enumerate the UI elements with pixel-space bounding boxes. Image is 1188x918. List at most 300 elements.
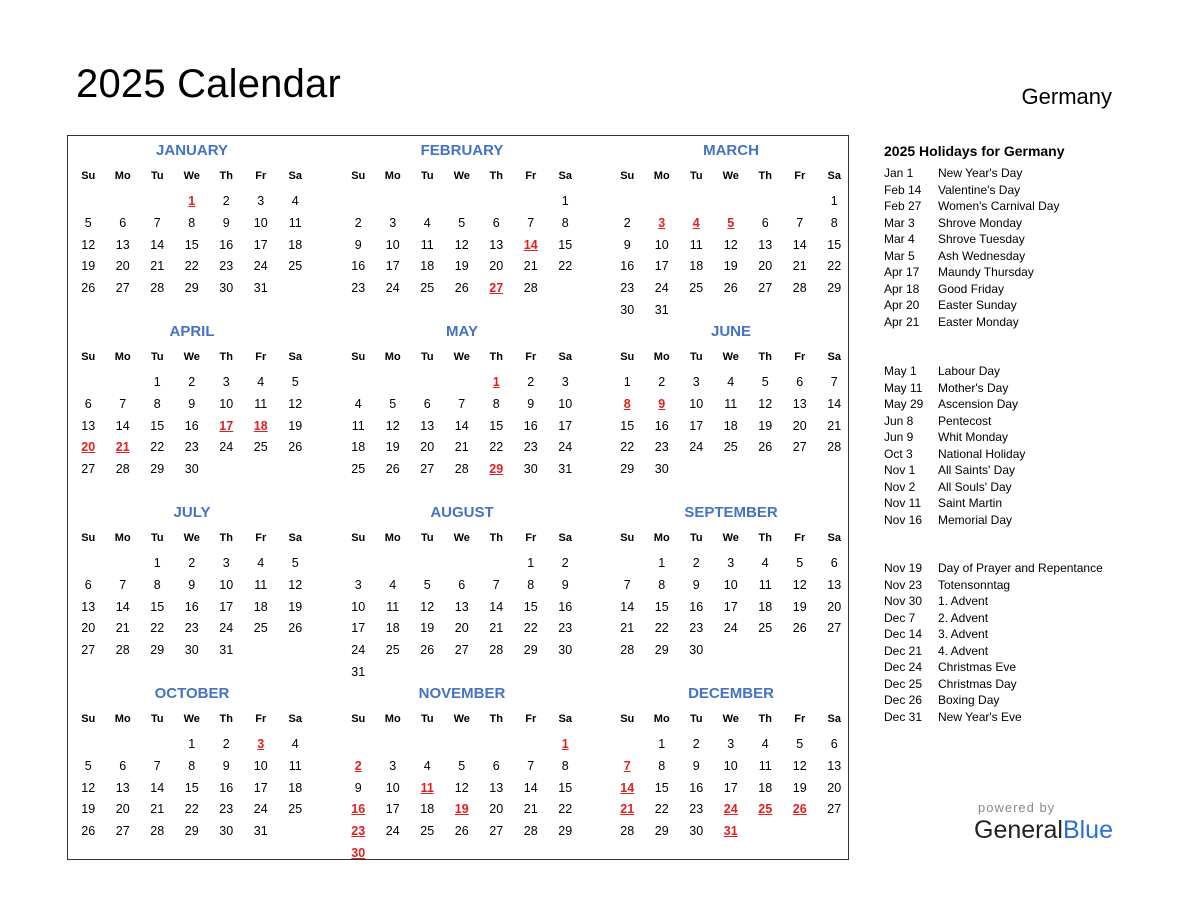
- day-cell: 17: [253, 780, 268, 795]
- weekday-header: We: [722, 532, 739, 544]
- day-cell: 16: [620, 259, 635, 274]
- day-cell: 23: [351, 281, 366, 296]
- day-cell: 25: [689, 281, 704, 296]
- month-name: APRIL: [169, 323, 215, 340]
- day-cell: 10: [654, 237, 669, 252]
- weekday-header: Fr: [794, 351, 806, 363]
- day-cell: 15: [558, 780, 573, 795]
- day-cell: 5: [458, 758, 466, 773]
- day-cell: 10: [253, 215, 268, 230]
- day-cell: 10: [723, 577, 738, 592]
- day-cell: 25: [288, 802, 303, 817]
- day-cell: 25: [758, 621, 773, 636]
- day-cell: 12: [81, 237, 96, 252]
- holiday-name: Maundy Thursday: [938, 265, 1034, 279]
- day-cell: 24: [385, 824, 400, 839]
- day-cell: 14: [489, 599, 504, 614]
- holiday-name: Valentine's Day: [938, 182, 1021, 197]
- day-cell: 21: [150, 802, 165, 817]
- day-cell: 13: [81, 418, 96, 433]
- holiday-date: Dec 31: [884, 709, 923, 724]
- day-cell: 14: [115, 599, 130, 614]
- day-cell: 7: [153, 758, 161, 773]
- day-cell: 27: [827, 802, 842, 817]
- day-cell: 15: [558, 237, 573, 252]
- weekday-header: Sa: [558, 713, 572, 725]
- day-cell: 14: [150, 237, 165, 252]
- day-cell: 18: [689, 259, 704, 274]
- day-cell: 18: [385, 621, 400, 636]
- holiday-name: All Saints' Day: [938, 463, 1015, 477]
- day-cell: 22: [654, 621, 669, 636]
- weekday-header: Sa: [827, 532, 841, 544]
- holiday-name: Easter Monday: [938, 314, 1019, 329]
- holiday-day-cell: 7: [623, 758, 631, 773]
- day-cell: 22: [150, 621, 165, 636]
- weekday-header: We: [453, 713, 470, 725]
- day-cell: 9: [354, 237, 362, 252]
- day-cell: 7: [458, 396, 466, 411]
- day-cell: 30: [620, 303, 635, 317]
- day-cell: 1: [658, 556, 666, 570]
- holiday-day-cell: 18: [253, 418, 268, 433]
- weekday-header: Sa: [827, 170, 841, 182]
- day-cell: 28: [150, 281, 165, 296]
- page-title: 2025 Calendar: [76, 62, 342, 106]
- day-cell: 12: [288, 396, 303, 411]
- day-cell: 13: [420, 418, 435, 433]
- day-cell: 30: [219, 281, 234, 296]
- holiday-day-cell: 2: [354, 758, 362, 773]
- day-cell: 29: [558, 824, 573, 839]
- day-cell: 14: [115, 418, 130, 433]
- day-cell: 25: [253, 440, 268, 455]
- day-cell: 2: [623, 215, 631, 230]
- day-cell: 24: [723, 621, 738, 636]
- day-cell: 25: [385, 643, 400, 658]
- day-cell: 30: [184, 462, 199, 477]
- holiday-day-cell: 1: [561, 737, 569, 751]
- holiday-date: Jun 8: [884, 413, 914, 428]
- holiday-day-cell: 14: [523, 237, 538, 252]
- holiday-date: Mar 4: [884, 232, 915, 246]
- day-cell: 3: [692, 375, 700, 389]
- day-cell: 27: [758, 281, 773, 296]
- weekday-header: Th: [489, 532, 503, 544]
- weekday-header: Tu: [150, 713, 164, 725]
- day-cell: 1: [561, 194, 569, 208]
- day-cell: 23: [219, 802, 234, 817]
- day-cell: 22: [184, 259, 199, 274]
- day-cell: 11: [724, 396, 738, 411]
- weekday-header: Fr: [525, 713, 537, 725]
- day-cell: 5: [84, 215, 92, 230]
- weekday-header: Mo: [384, 170, 401, 182]
- day-cell: 28: [792, 281, 807, 296]
- day-cell: 2: [222, 737, 230, 751]
- day-cell: 19: [792, 599, 807, 614]
- day-cell: 6: [761, 215, 769, 230]
- day-cell: 19: [454, 259, 469, 274]
- day-cell: 27: [81, 643, 96, 658]
- day-cell: 16: [689, 599, 704, 614]
- weekday-header: Fr: [255, 532, 267, 544]
- weekday-header: Tu: [150, 170, 164, 182]
- day-cell: 18: [253, 599, 268, 614]
- day-cell: 12: [454, 780, 469, 795]
- weekday-header: Th: [758, 351, 772, 363]
- weekday-header: Sa: [558, 351, 572, 363]
- day-cell: 1: [153, 556, 161, 570]
- day-cell: 27: [489, 824, 504, 839]
- holiday-day-cell: 21: [115, 440, 130, 455]
- holiday-day-cell: 23: [351, 824, 366, 839]
- day-cell: 24: [253, 259, 268, 274]
- day-cell: 21: [115, 621, 130, 636]
- day-cell: 21: [792, 259, 807, 274]
- day-cell: 24: [654, 281, 669, 296]
- day-cell: 1: [527, 556, 535, 570]
- day-cell: 20: [827, 780, 842, 795]
- day-cell: 26: [288, 440, 303, 455]
- day-cell: 26: [81, 281, 96, 296]
- day-cell: 23: [654, 440, 669, 455]
- weekday-header: We: [722, 170, 739, 182]
- holiday-date: Nov 19: [884, 561, 923, 575]
- holiday-date: Feb 27: [884, 199, 922, 213]
- holiday-name: New Year's Day: [938, 166, 1023, 180]
- weekday-header: Fr: [794, 170, 806, 182]
- day-cell: 10: [351, 599, 366, 614]
- weekday-header: Fr: [794, 532, 806, 544]
- day-cell: 5: [796, 737, 804, 751]
- day-cell: 6: [492, 215, 500, 230]
- holiday-list-title: 2025 Holidays for Germany: [884, 143, 1065, 159]
- day-cell: 8: [153, 396, 161, 411]
- weekday-header: We: [453, 351, 470, 363]
- day-cell: 28: [115, 462, 130, 477]
- day-cell: 6: [119, 215, 127, 230]
- day-cell: 23: [689, 802, 704, 817]
- holiday-name: Christmas Eve: [938, 660, 1017, 674]
- day-cell: 12: [723, 237, 738, 252]
- day-cell: 9: [222, 215, 230, 230]
- day-cell: 11: [254, 577, 268, 592]
- holiday-date: Nov 30: [884, 594, 923, 608]
- weekday-header: Th: [219, 351, 233, 363]
- day-cell: 3: [389, 758, 397, 773]
- day-cell: 23: [219, 259, 234, 274]
- day-cell: 15: [654, 599, 669, 614]
- day-cell: 26: [385, 462, 400, 477]
- day-cell: 15: [150, 418, 165, 433]
- weekday-header: Mo: [114, 170, 131, 182]
- day-cell: 11: [288, 215, 302, 230]
- day-cell: 1: [188, 737, 196, 751]
- day-cell: 10: [219, 396, 234, 411]
- month-name: MARCH: [703, 142, 759, 159]
- holiday-date: Nov 2: [884, 479, 916, 494]
- day-cell: 8: [658, 577, 666, 592]
- day-cell: 28: [150, 824, 165, 839]
- day-cell: 8: [830, 215, 838, 230]
- weekday-header: Fr: [794, 713, 806, 725]
- weekday-header: Sa: [288, 532, 302, 544]
- day-cell: 17: [385, 259, 400, 274]
- day-cell: 8: [188, 215, 196, 230]
- day-cell: 16: [219, 237, 234, 252]
- day-cell: 16: [351, 259, 366, 274]
- day-cell: 23: [184, 621, 199, 636]
- holiday-day-cell: 3: [658, 215, 666, 230]
- weekday-header: Th: [219, 170, 233, 182]
- day-cell: 12: [385, 418, 400, 433]
- day-cell: 31: [351, 665, 366, 679]
- weekday-header: Th: [758, 532, 772, 544]
- weekday-header: Su: [351, 713, 366, 725]
- day-cell: 5: [389, 396, 397, 411]
- day-cell: 30: [184, 643, 199, 658]
- weekday-header: Tu: [420, 351, 434, 363]
- day-cell: 30: [689, 824, 704, 839]
- day-cell: 30: [654, 462, 669, 477]
- holiday-date: Jun 9: [884, 430, 914, 444]
- weekday-header: Su: [81, 351, 96, 363]
- day-cell: 24: [351, 643, 366, 658]
- day-cell: 25: [351, 462, 366, 477]
- weekday-header: Tu: [689, 532, 703, 544]
- day-cell: 26: [454, 824, 469, 839]
- day-cell: 13: [81, 599, 96, 614]
- day-cell: 13: [792, 396, 807, 411]
- day-cell: 7: [796, 215, 804, 230]
- day-cell: 30: [689, 643, 704, 658]
- day-cell: 2: [188, 556, 196, 570]
- day-cell: 30: [523, 462, 538, 477]
- day-cell: 19: [81, 259, 96, 274]
- day-cell: 31: [558, 462, 573, 477]
- day-cell: 12: [792, 577, 807, 592]
- day-cell: 22: [654, 802, 669, 817]
- holiday-day-cell: 1: [492, 375, 500, 389]
- holiday-name: National Holiday: [938, 446, 1026, 461]
- day-cell: 6: [458, 577, 466, 592]
- day-cell: 28: [523, 281, 538, 296]
- holiday-date: Mar 5: [884, 248, 915, 263]
- day-cell: 16: [184, 418, 199, 433]
- day-cell: 11: [351, 418, 365, 433]
- weekday-header: Su: [81, 713, 96, 725]
- day-cell: 27: [115, 824, 130, 839]
- holiday-date: Dec 24: [884, 660, 923, 674]
- day-cell: 22: [827, 259, 842, 274]
- holiday-date: Apr 18: [884, 281, 920, 296]
- day-cell: 17: [219, 599, 234, 614]
- holiday-name: Labour Day: [938, 364, 1001, 378]
- country-label: Germany: [1021, 84, 1112, 109]
- day-cell: 18: [758, 780, 773, 795]
- day-cell: 20: [81, 621, 96, 636]
- day-cell: 10: [723, 758, 738, 773]
- day-cell: 29: [620, 462, 635, 477]
- weekday-header: Mo: [384, 532, 401, 544]
- day-cell: 13: [758, 237, 773, 252]
- holiday-day-cell: 27: [489, 281, 504, 296]
- weekday-header: Fr: [525, 170, 537, 182]
- day-cell: 6: [830, 737, 838, 751]
- day-cell: 31: [654, 303, 669, 317]
- day-cell: 21: [523, 259, 538, 274]
- day-cell: 22: [620, 440, 635, 455]
- holiday-name: 2. Advent: [938, 610, 989, 625]
- holiday-name: 1. Advent: [938, 594, 989, 608]
- day-cell: 7: [527, 215, 535, 230]
- day-cell: 7: [119, 577, 127, 592]
- weekday-header: We: [722, 713, 739, 725]
- day-cell: 21: [454, 440, 469, 455]
- day-cell: 27: [115, 281, 130, 296]
- day-cell: 22: [489, 440, 504, 455]
- day-cell: 28: [489, 643, 504, 658]
- holiday-day-cell: 31: [723, 824, 738, 839]
- holiday-name: Day of Prayer and Repentance: [938, 561, 1103, 575]
- holiday-name: Shrove Tuesday: [938, 232, 1025, 246]
- day-cell: 19: [288, 599, 303, 614]
- holiday-day-cell: 14: [620, 780, 635, 795]
- holiday-name: Mother's Day: [938, 380, 1009, 395]
- day-cell: 27: [81, 462, 96, 477]
- month-name: OCTOBER: [154, 685, 230, 702]
- day-cell: 5: [291, 556, 299, 570]
- weekday-header: Mo: [653, 532, 670, 544]
- holiday-date: Dec 26: [884, 693, 923, 707]
- weekday-header: We: [722, 351, 739, 363]
- day-cell: 25: [288, 259, 303, 274]
- day-cell: 5: [761, 375, 769, 389]
- weekday-header: Su: [620, 351, 635, 363]
- day-cell: 13: [454, 599, 469, 614]
- day-cell: 10: [689, 396, 704, 411]
- day-cell: 23: [689, 621, 704, 636]
- holiday-day-cell: 30: [351, 846, 366, 860]
- brand-logo-blue: Blue: [1062, 816, 1113, 844]
- day-cell: 9: [527, 396, 535, 411]
- weekday-header: Tu: [689, 170, 703, 182]
- day-cell: 28: [620, 643, 635, 658]
- day-cell: 26: [758, 440, 773, 455]
- day-cell: 20: [420, 440, 435, 455]
- day-cell: 14: [827, 396, 842, 411]
- weekday-header: Sa: [558, 532, 572, 544]
- day-cell: 11: [758, 758, 772, 773]
- day-cell: 13: [115, 237, 130, 252]
- weekday-header: Fr: [255, 713, 267, 725]
- day-cell: 2: [354, 215, 362, 230]
- month-name: JULY: [173, 504, 211, 521]
- calendar-grid: [67, 135, 849, 860]
- day-cell: 17: [385, 802, 400, 817]
- day-cell: 8: [561, 758, 569, 773]
- holiday-day-cell: 25: [758, 802, 773, 817]
- day-cell: 31: [219, 643, 234, 658]
- day-cell: 2: [692, 737, 700, 751]
- day-cell: 18: [758, 599, 773, 614]
- day-cell: 14: [620, 599, 635, 614]
- day-cell: 19: [81, 802, 96, 817]
- day-cell: 10: [558, 396, 573, 411]
- holiday-name: Christmas Day: [938, 676, 1017, 691]
- day-cell: 29: [184, 281, 199, 296]
- holiday-date: Jan 1: [884, 166, 914, 180]
- holiday-date: Nov 11: [884, 496, 922, 510]
- day-cell: 4: [291, 737, 299, 751]
- day-cell: 25: [420, 824, 435, 839]
- holiday-day-cell: 9: [658, 396, 666, 411]
- day-cell: 15: [184, 780, 199, 795]
- day-cell: 29: [654, 643, 669, 658]
- day-cell: 9: [354, 780, 362, 795]
- day-cell: 25: [253, 621, 268, 636]
- day-cell: 10: [253, 758, 268, 773]
- brand-logo-general: General: [974, 816, 1063, 844]
- day-cell: 29: [654, 824, 669, 839]
- day-cell: 15: [654, 780, 669, 795]
- holiday-name: Boxing Day: [938, 693, 1000, 707]
- holiday-day-cell: 4: [692, 215, 700, 230]
- day-cell: 14: [150, 780, 165, 795]
- month-name: JANUARY: [156, 142, 228, 159]
- day-cell: 8: [527, 577, 535, 592]
- weekday-header: Mo: [384, 713, 401, 725]
- day-cell: 12: [792, 758, 807, 773]
- weekday-header: Fr: [255, 170, 267, 182]
- day-cell: 10: [385, 237, 400, 252]
- brand-logo: [974, 816, 1113, 845]
- weekday-header: Tu: [689, 713, 703, 725]
- day-cell: 2: [188, 375, 196, 389]
- weekday-header: Tu: [150, 351, 164, 363]
- day-cell: 8: [153, 577, 161, 592]
- day-cell: 19: [723, 259, 738, 274]
- day-cell: 6: [119, 758, 127, 773]
- day-cell: 3: [222, 556, 230, 570]
- day-cell: 9: [623, 237, 631, 252]
- day-cell: 7: [492, 577, 500, 592]
- day-cell: 20: [792, 418, 807, 433]
- day-cell: 22: [558, 802, 573, 817]
- day-cell: 3: [727, 556, 735, 570]
- weekday-header: Su: [620, 713, 635, 725]
- holiday-day-cell: 11: [420, 780, 434, 795]
- day-cell: 12: [758, 396, 773, 411]
- weekday-header: Tu: [689, 351, 703, 363]
- day-cell: 9: [188, 577, 196, 592]
- day-cell: 23: [184, 440, 199, 455]
- day-cell: 17: [723, 780, 738, 795]
- day-cell: 17: [654, 259, 669, 274]
- day-cell: 2: [527, 375, 535, 389]
- day-cell: 24: [253, 802, 268, 817]
- holiday-day-cell: 26: [792, 802, 807, 817]
- day-cell: 12: [81, 780, 96, 795]
- day-cell: 16: [558, 599, 573, 614]
- month-name: MAY: [446, 323, 478, 340]
- day-cell: 13: [827, 577, 842, 592]
- weekday-header: Su: [351, 351, 366, 363]
- day-cell: 13: [489, 780, 504, 795]
- day-cell: 15: [489, 418, 504, 433]
- weekday-header: Su: [351, 170, 366, 182]
